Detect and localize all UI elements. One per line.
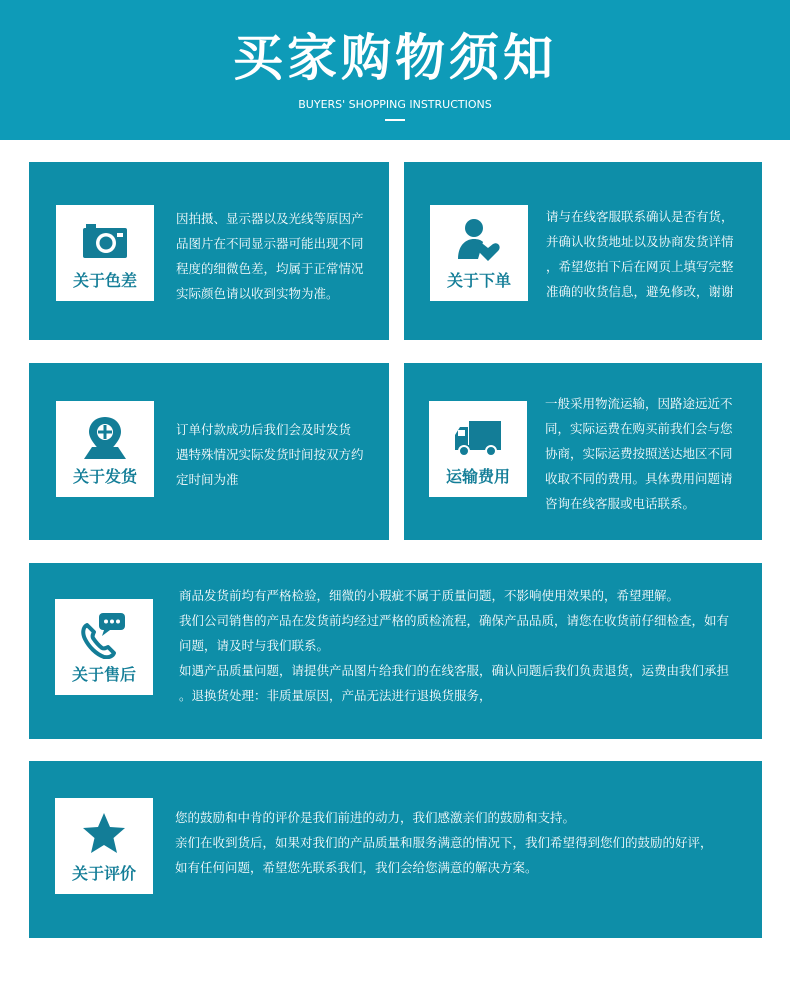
text-line: 您的鼓励和中肯的评价是我们前进的动力，我们感激亲们的鼓励和支持。 [175, 810, 576, 825]
star-icon [79, 810, 129, 856]
title-underline [385, 119, 405, 121]
phone-chat-icon [79, 611, 129, 659]
page-subtitle: BUYERS' SHOPPING INSTRUCTIONS [298, 98, 492, 111]
page-title: 买家购物须知 [233, 28, 557, 87]
text-line: 亲们在收到货后，如果对我们的产品质量和服务满意的情况下，我们希望得到您们的鼓励的好评， [175, 835, 713, 850]
card-review [29, 761, 762, 938]
text-line: 定时间为准 [176, 472, 239, 487]
text-line: 商品发货前均有严格检验，细微的小瑕疵不属于质量问题，不影响使用效果的，希望理解。 [179, 588, 680, 603]
truck-icon [453, 419, 503, 459]
card-shipping [29, 363, 389, 540]
card-label: 关于色差 [72, 271, 137, 290]
card-text [176, 417, 364, 492]
text-line: 协商，实际运费按照送达地区不同 [545, 446, 733, 461]
text-line: 收取不同的费用。具体费用问题请 [545, 471, 733, 486]
card-order [404, 162, 762, 340]
text-line: 订单付款成功后我们会及时发货 [176, 422, 352, 437]
icon-box-freight [429, 401, 527, 497]
text-line: 品图片在不同显示器可能出现不同 [176, 236, 364, 251]
card-color-difference [29, 162, 389, 340]
card-text [545, 391, 733, 516]
icon-box-review [55, 798, 153, 894]
location-icon [80, 413, 130, 461]
icon-box-order [430, 205, 528, 301]
card-text [176, 206, 364, 306]
card-label: 关于下单 [446, 271, 511, 290]
card-text [546, 204, 734, 304]
text-line: 程度的细微色差，均属于正常情况 [176, 261, 364, 276]
text-line: 遇特殊情况实际发货时间按双方约 [176, 447, 364, 462]
text-line: 问题，请及时与我们联系。 [179, 638, 330, 653]
text-line: 一般采用物流运输，因路途远近不 [545, 396, 733, 411]
camera-icon [80, 219, 130, 263]
card-text [175, 805, 713, 880]
card-label: 关于售后 [71, 665, 136, 684]
icon-box-aftersale [55, 599, 153, 695]
icon-box-ship [56, 401, 154, 497]
text-line: 同，实际运费在购买前我们会与您 [545, 421, 733, 436]
text-line: ，希望您拍下后在网页上填写完整 [546, 259, 734, 274]
text-line: 准确的收货信息，避免修改，谢谢 [546, 284, 734, 299]
text-line: 咨询在线客服或电话联系。 [545, 496, 696, 511]
text-line: 如有任何问题，希望您先联系我们，我们会给您满意的解决方案。 [175, 860, 538, 875]
card-after-sales [29, 563, 762, 739]
text-line: 实际颜色请以收到实物为准。 [176, 286, 339, 301]
card-label: 运输费用 [445, 467, 510, 486]
card-freight [404, 363, 762, 540]
card-label: 关于发货 [72, 467, 137, 486]
user-heart-icon [454, 217, 504, 263]
text-line: 。退换货处理：非质量原因，产品无法进行退换货服务， [179, 688, 492, 703]
card-text [179, 583, 729, 708]
card-label: 关于评价 [71, 864, 136, 883]
icon-box-color [56, 205, 154, 301]
text-line: 因拍摄、显示器以及光线等原因产 [176, 211, 364, 226]
page-header [0, 0, 790, 140]
text-line: 如遇产品质量问题，请提供产品图片给我们的在线客服，确认问题后我们负责退货，运费由我们承担 [179, 663, 730, 678]
text-line: 并确认收货地址以及协商发货详情 [546, 234, 734, 249]
text-line: 请与在线客服联系确认是否有货， [546, 209, 734, 224]
text-line: 我们公司销售的产品在发货前均经过严格的质检流程，确保产品品质，请您在收货前仔细检查，如有 [179, 613, 730, 628]
